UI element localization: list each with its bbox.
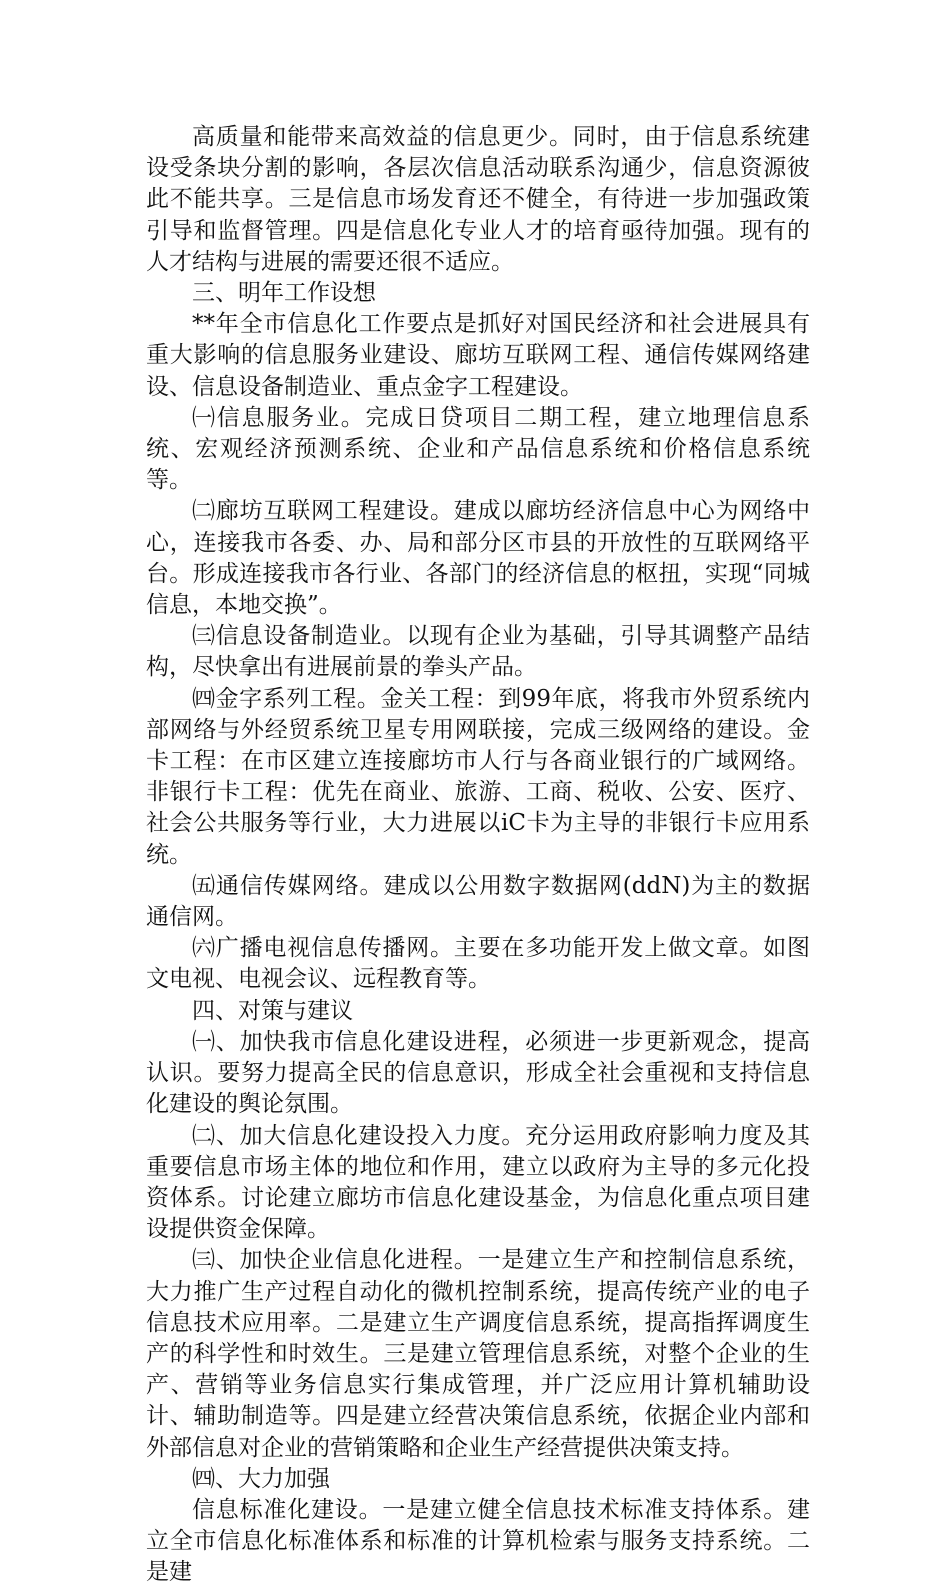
- paragraph-work-priorities: **年全市信息化工作要点是抓好对国民经济和社会进展具有重大影响的信息服务业建设、廊坊互联网工程、通信传媒网络建设、信息设备制造业、重点金字工程建设。: [146, 311, 810, 400]
- paragraph-item-2-internet-project: ㈡廊坊互联网工程建设。建成以廊坊经济信息中心为网络中心，连接我市各委、办、局和部分区市县的开放性的互联网络平台。形成连接我市各行业、各部门的经济信息的枢扭，实现“同城信息，本地交换”。: [146, 498, 810, 619]
- section-heading-countermeasures: 四、对策与建议: [192, 997, 353, 1024]
- paragraph-item-3-equipment-manufacturing: ㈢信息设备制造业。以现有企业为基础，引导其调整产品结构，尽快拿出有进展前景的拳头产品。: [146, 623, 810, 681]
- section-heading-next-year-plan: 三、明年工作设想: [192, 280, 376, 307]
- paragraph-item-4-golden-projects: ㈣金字系列工程。金关工程：到99年底，将我市外贸系统内部网络与外经贸系统卫星专用网联接，完成三级网络的建设。金卡工程：在市区建立连接廊坊市人行与各商业银行的广域网络。非银行卡工程：优先在商业、旅游、工商、税收、公安、医疗、社会公共服务等行业，大力进展以iC卡为主导的非银行卡应用系统。: [146, 685, 810, 868]
- paragraph-item-1-info-services: ㈠信息服务业。完成日贷项目二期工程，建立地理信息系统、宏观经济预测系统、企业和产品信息系统和价格信息系统等。: [146, 404, 810, 494]
- paragraph-measure-3: ㈢、加快企业信息化进程。一是建立生产和控制信息系统，大力推广生产过程自动化的微机控制系统，提高传统产业的电子信息技术应用率。二是建立生产调度信息系统，提高指挥调度生产的科学性和时效生。三是建立管理信息系统，对整个企业的生产、营销等业务信息实行集成管理，并广泛应用计算机辅助设计、辅助制造等。四是建立经营决策信息系统，依据企业内部和外部信息对企业的营销策略和企业生产经营提供决策支持。: [146, 1247, 810, 1461]
- document-body: [146, 122, 810, 1589]
- paragraph-item-6-broadcast-network: ㈥广播电视信息传播网。主要在多功能开发上做文章。如图文电视、电视会议、远程教育等。: [146, 935, 810, 993]
- paragraph-standardization: 信息标准化建设。一是建立健全信息技术标准支持体系。建立全市信息化标准体系和标准的计算机检索与服务支持系统。二是建: [146, 1496, 810, 1586]
- paragraph-intro-continuation: 高质量和能带来高效益的信息更少。同时，由于信息系统建设受条块分割的影响，各层次信息活动联系沟通少，信息资源彼此不能共享。三是信息市场发育还不健全，有待进一步加强政策引导和监督管理。四是信息化专业人才的培育亟待加强。现有的人才结构与进展的需要还很不适应。: [146, 124, 810, 275]
- paragraph-measure-2: ㈡、加大信息化建设投入力度。充分运用政府影响力度及其重要信息市场主体的地位和作用，建立以政府为主导的多元化投资体系。讨论建立廊坊市信息化建设基金，为信息化重点项目建设提供资金保障。: [146, 1122, 810, 1243]
- paragraph-item-5-communication-network: ㈤通信传媒网络。建成以公用数字数据网(ddN)为主的数据通信网。: [146, 872, 810, 931]
- section-heading-measure-4: ㈣、大力加强: [192, 1465, 330, 1492]
- paragraph-measure-1: ㈠、加快我市信息化建设进程，必须进一步更新观念，提高认识。要努力提高全民的信息意识，形成全社会重视和支持信息化建设的舆论氛围。: [146, 1028, 810, 1118]
